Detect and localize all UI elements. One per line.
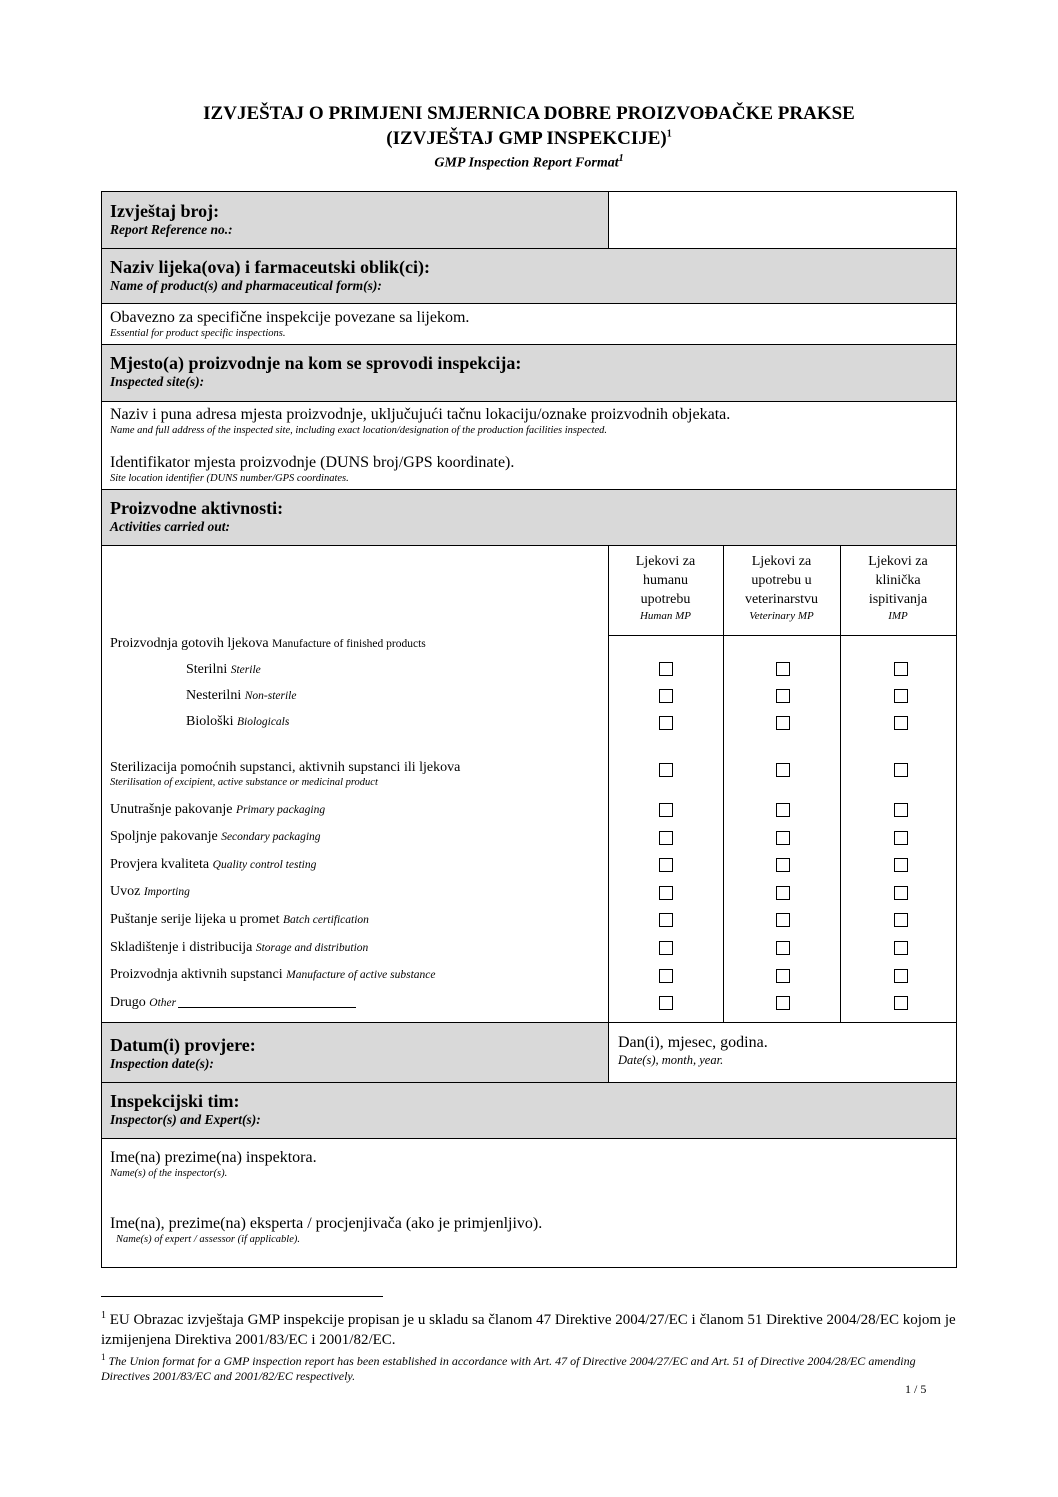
activity-label: Skladištenje i distribucija xyxy=(110,940,253,955)
checkbox-biologicals-human[interactable] xyxy=(659,716,673,730)
activity-label: Proizvodnja aktivnih supstanci xyxy=(110,967,283,982)
title-line-1: IZVJEŠTAJ O PRIMJENI SMJERNICA DOBRE PROIZVOĐAČKE PRAKSE xyxy=(203,103,855,124)
checkbox-sterilisation-human[interactable] xyxy=(659,763,673,777)
dates-label-en: Inspection date(s): xyxy=(110,1056,214,1071)
activity-row-sterilisation xyxy=(110,760,460,789)
column-imp xyxy=(840,552,956,623)
product-note xyxy=(110,309,469,340)
checkbox-other-imp[interactable] xyxy=(894,996,908,1010)
checkbox-primary-packaging-human[interactable] xyxy=(659,803,673,817)
footnote-text-en xyxy=(101,1350,957,1384)
checkbox-importing-human[interactable] xyxy=(659,886,673,900)
site-details-row[interactable] xyxy=(102,402,956,490)
activity-row-batch-certification xyxy=(110,912,369,928)
team-inspectors-text: Ime(na) prezime(na) inspektora. xyxy=(110,1149,317,1166)
footnote-separator xyxy=(101,1296,383,1297)
checkbox-active-substance-veterinary[interactable] xyxy=(776,969,790,983)
checkbox-sterile-veterinary[interactable] xyxy=(776,662,790,676)
site-identifier-text: Identifikator mjesta proizvodnje (DUNS broj/GPS koordinate). xyxy=(110,454,515,471)
activity-label-en: Sterile xyxy=(230,664,261,676)
activity-label: Puštanje serije lijeka u promet xyxy=(110,912,280,927)
column-human-line3: upotrebu xyxy=(640,592,691,607)
activity-row-active-substance xyxy=(110,967,436,983)
site-header-row xyxy=(102,345,956,402)
site-address-text: Naziv i puna adresa mjesta proizvodnje, uključujući tačnu lokaciju/oznake proizvodnih objekata. xyxy=(110,406,731,423)
activity-label: Uvoz xyxy=(110,884,141,899)
checkbox-secondary-packaging-human[interactable] xyxy=(659,831,673,845)
activity-label-en: Other xyxy=(149,997,177,1009)
product-note-en: Essential for product specific inspections. xyxy=(110,328,286,339)
subtitle-footnote-mark: 1 xyxy=(618,153,624,164)
checkbox-other-human[interactable] xyxy=(659,996,673,1010)
footnote-text xyxy=(101,1306,957,1350)
checkbox-batch-certification-imp[interactable] xyxy=(894,913,908,927)
dates-row xyxy=(102,1023,956,1083)
activities-columns-header-line xyxy=(608,635,956,636)
team-header-row xyxy=(102,1083,956,1139)
checkbox-primary-packaging-imp[interactable] xyxy=(894,803,908,817)
checkbox-importing-imp[interactable] xyxy=(894,886,908,900)
checkbox-quality-control-veterinary[interactable] xyxy=(776,858,790,872)
activity-label: Biološki xyxy=(186,714,234,729)
checkbox-storage-imp[interactable] xyxy=(894,941,908,955)
activity-row-sterile xyxy=(186,662,261,678)
team-inspectors xyxy=(110,1149,317,1180)
checkbox-quality-control-human[interactable] xyxy=(659,858,673,872)
checkbox-sterilisation-imp[interactable] xyxy=(894,763,908,777)
column-veterinary-line3: veterinarstvu xyxy=(744,592,819,607)
checkbox-other-veterinary[interactable] xyxy=(776,996,790,1010)
checkbox-importing-veterinary[interactable] xyxy=(776,886,790,900)
checkbox-storage-veterinary[interactable] xyxy=(776,941,790,955)
checkbox-sterile-human[interactable] xyxy=(659,662,673,676)
footnote-text-en-main: The Union format for a GMP inspection report has been established in accordance with Art. 47 of Directive 2004/27/EC and Art. 51 of Directive 2004/28/EC amending Directives 2001/83/EC and 2001/82/EC respectively. xyxy=(101,1354,916,1383)
checkbox-non-sterile-veterinary[interactable] xyxy=(776,689,790,703)
checkbox-non-sterile-human[interactable] xyxy=(659,689,673,703)
checkbox-biologicals-veterinary[interactable] xyxy=(776,716,790,730)
team-experts xyxy=(110,1215,542,1246)
column-imp-line2: klinička xyxy=(875,573,921,588)
checkbox-sterile-imp[interactable] xyxy=(894,662,908,676)
activity-finished-label-en: Manufacture of finished products xyxy=(272,638,426,650)
report-ref-row xyxy=(102,192,956,249)
product-note-row[interactable] xyxy=(102,304,956,345)
checkbox-batch-certification-human[interactable] xyxy=(659,913,673,927)
activity-row-primary-packaging xyxy=(110,802,325,818)
checkbox-secondary-packaging-imp[interactable] xyxy=(894,831,908,845)
activity-row-importing xyxy=(110,884,190,900)
column-imp-line1: Ljekovi za xyxy=(868,554,928,569)
dates-value-text: Dan(i), mjesec, godina. xyxy=(618,1034,768,1051)
column-veterinary-line1: Ljekovi za xyxy=(751,554,812,569)
activity-label-en: Non-sterile xyxy=(244,690,297,702)
site-identifier-en: Site location identifier (DUNS number/GPS coordinates. xyxy=(110,473,349,484)
activity-finished-products xyxy=(110,636,426,652)
column-veterinary xyxy=(723,552,840,623)
checkbox-quality-control-imp[interactable] xyxy=(894,858,908,872)
product-note-text: Obavezno za specifične inspekcije povezane sa lijekom. xyxy=(110,309,470,326)
activity-label-en: Biologicals xyxy=(236,716,290,728)
product-header-row xyxy=(102,249,956,304)
checkbox-primary-packaging-veterinary[interactable] xyxy=(776,803,790,817)
activity-label: Sterilni xyxy=(186,662,228,677)
activity-row-quality-control xyxy=(110,857,316,873)
checkbox-secondary-packaging-veterinary[interactable] xyxy=(776,831,790,845)
activities-label-text: Proizvodne aktivnosti: xyxy=(110,498,284,518)
column-imp-en: IMP xyxy=(888,610,908,622)
column-human xyxy=(608,552,723,623)
activities-table xyxy=(102,546,956,1023)
checkbox-active-substance-human[interactable] xyxy=(659,969,673,983)
dates-value-en: Date(s), month, year. xyxy=(618,1053,724,1067)
team-details-row[interactable] xyxy=(102,1139,956,1267)
site-address-en: Name and full address of the inspected site, including exact location/designation of the production facilities inspected. xyxy=(110,425,608,436)
dates-value-field[interactable] xyxy=(618,1034,768,1068)
activities-header-row xyxy=(102,490,956,546)
column-human-en: Human MP xyxy=(639,610,692,622)
footnote-mark-en: 1 xyxy=(101,1352,106,1362)
subtitle-text: GMP Inspection Report Format xyxy=(434,155,619,171)
activity-label-en: Sterilisation of excipient, active substance or medicinal product xyxy=(110,777,378,788)
activity-label-en: Manufacture of active substance xyxy=(286,969,436,981)
dates-label-text: Datum(i) provjere: xyxy=(110,1035,256,1055)
column-human-line1: Ljekovi za xyxy=(635,554,696,569)
activity-row-biologicals xyxy=(186,714,289,730)
team-label-text: Inspekcijski tim: xyxy=(110,1091,240,1111)
product-label-en: Name of product(s) and pharmaceutical form(s): xyxy=(110,278,382,293)
activity-label: Drugo xyxy=(110,995,146,1010)
checkbox-sterilisation-veterinary[interactable] xyxy=(776,763,790,777)
activity-label-en: Secondary packaging xyxy=(221,831,321,843)
report-ref-label-en: Report Reference no.: xyxy=(110,222,233,237)
column-veterinary-en: Veterinary MP xyxy=(749,610,814,622)
dates-divider xyxy=(608,1023,609,1082)
activity-row-non-sterile xyxy=(186,688,296,704)
activity-label-en: Quality control testing xyxy=(212,859,317,871)
report-ref-label-text: Izvještaj broj: xyxy=(110,201,220,221)
activity-label-en: Importing xyxy=(143,886,190,898)
activity-label: Unutrašnje pakovanje xyxy=(110,802,233,817)
activity-label-en: Primary packaging xyxy=(235,804,326,816)
team-experts-en: Name(s) of expert / assessor (if applicable). xyxy=(116,1234,301,1245)
column-human-line2: humanu xyxy=(642,573,689,588)
site-address xyxy=(110,406,730,437)
dates-label xyxy=(110,1035,256,1072)
activity-label: Nesterilni xyxy=(186,688,242,703)
activity-label: Provjera kvaliteta xyxy=(110,857,210,872)
other-activity-blank-field[interactable] xyxy=(178,1007,356,1008)
activities-label xyxy=(110,498,283,535)
checkbox-biologicals-imp[interactable] xyxy=(894,716,908,730)
activity-label-en: Batch certification xyxy=(283,914,369,926)
site-identifier xyxy=(110,454,514,485)
checkbox-storage-human[interactable] xyxy=(659,941,673,955)
site-label-en: Inspected site(s): xyxy=(110,374,205,389)
title-line-2 xyxy=(0,128,1058,150)
team-label xyxy=(110,1091,261,1128)
activity-row-other xyxy=(110,995,356,1011)
team-experts-text: Ime(na), prezime(na) eksperta / procjenjivača (ako je primjenljivo). xyxy=(110,1215,543,1232)
column-imp-line3: ispitivanja xyxy=(868,592,928,607)
footnote-text-main: EU Obrazac izvještaja GMP inspekcije propisan je u skladu sa članom 47 Direktive 2004/27/EC i članom 51 Direktive 2004/28/EC kojom je izmijenjena Direktiva 2001/83/EC i 2001/82/EC. xyxy=(101,1312,956,1348)
report-ref-divider xyxy=(608,192,609,248)
site-label-text: Mjesto(a) proizvodnje na kom se sprovodi inspekcija: xyxy=(110,353,522,373)
subtitle xyxy=(0,153,1058,172)
site-label xyxy=(110,353,521,390)
activity-row-storage xyxy=(110,940,368,956)
activity-label: Spoljnje pakovanje xyxy=(110,829,218,844)
report-ref-value-field[interactable] xyxy=(612,196,946,244)
product-label-text: Naziv lijeka(ova) i farmaceutski oblik(ci): xyxy=(110,257,430,277)
title-line-2-text: (IZVJEŠTAJ GMP INSPEKCIJE) xyxy=(386,128,667,149)
page-number: 1 / 5 xyxy=(905,1382,927,1396)
checkbox-non-sterile-imp[interactable] xyxy=(894,689,908,703)
activity-label: Sterilizacija pomoćnih supstanci, aktivnih supstanci ili ljekova xyxy=(110,760,461,775)
product-label xyxy=(110,257,430,294)
report-form xyxy=(101,191,957,1268)
column-veterinary-line2: upotrebu u xyxy=(751,573,812,588)
team-label-en: Inspector(s) and Expert(s): xyxy=(110,1112,261,1127)
report-ref-label xyxy=(110,201,233,238)
activity-finished-label: Proizvodnja gotovih ljekova xyxy=(110,636,269,651)
activities-label-en: Activities carried out: xyxy=(110,519,230,534)
checkbox-batch-certification-veterinary[interactable] xyxy=(776,913,790,927)
title-footnote-mark: 1 xyxy=(666,128,672,140)
activity-row-secondary-packaging xyxy=(110,829,321,845)
activity-label-en: Storage and distribution xyxy=(255,942,369,954)
team-inspectors-en: Name(s) of the inspector(s). xyxy=(110,1168,228,1179)
footnote-mark: 1 xyxy=(101,1310,106,1321)
checkbox-active-substance-imp[interactable] xyxy=(894,969,908,983)
